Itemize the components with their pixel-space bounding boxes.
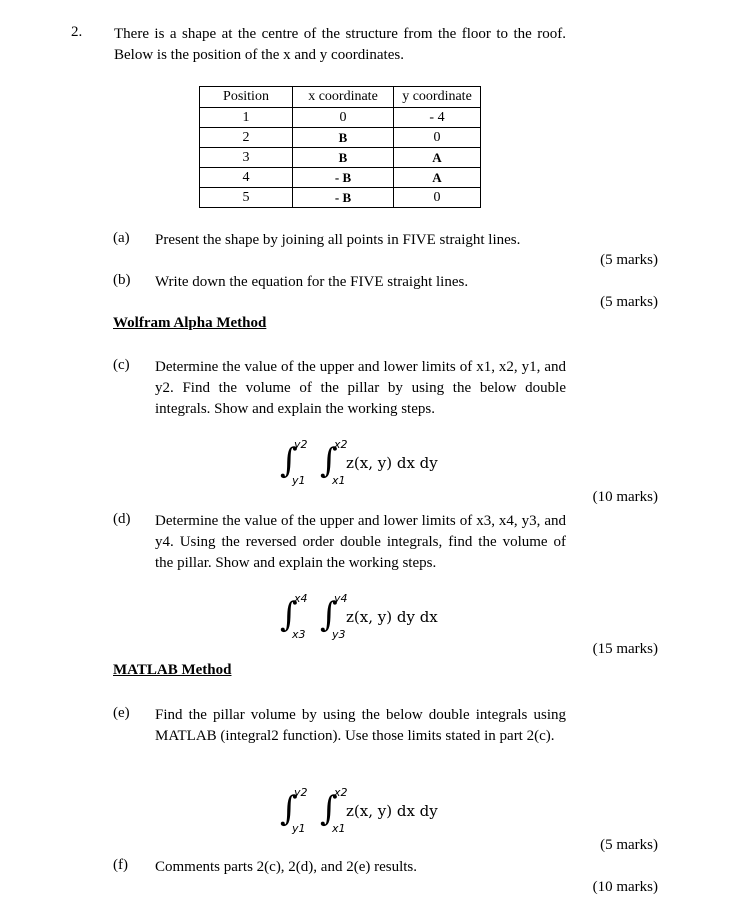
integral-e (280, 786, 460, 836)
integral-sign-icon: ∫ (320, 595, 338, 635)
outer-lower-limit: y1 (292, 822, 306, 835)
table-cell: 0 (394, 128, 481, 148)
part-a-marks: (5 marks) (600, 252, 658, 268)
part-e-marks: (5 marks) (600, 837, 658, 853)
part-e-text: Find the pillar volume by using the below double integrals using MATLAB (integral2 function). Use those limits stated in part 2(c). (155, 707, 566, 744)
outer-upper-limit: x4 (294, 592, 308, 605)
integral-d (280, 592, 460, 642)
table-cell: A (394, 148, 481, 168)
table-cell: A (394, 168, 481, 188)
wolfram-heading: Wolfram Alpha Method (113, 315, 267, 331)
part-c-text: Determine the value of the upper and lower limits of x1, x2, y1, and y2. Find the volume of the pillar by using the below double integrals. Show and explain the working steps. (155, 359, 566, 417)
part-d-text: Determine the value of the upper and lower limits of x3, x4, y3, and y4. Using the reversed order double integrals, find the volume of the pillar. Show and explain the working steps. (155, 513, 566, 571)
table-cell: 3 (200, 148, 293, 168)
integral-sign-icon: ∫ (320, 789, 338, 829)
part-a-text: Present the shape by joining all points in FIVE straight lines. (155, 232, 521, 248)
part-f-marks: (10 marks) (592, 879, 658, 895)
coordinates-table (199, 86, 481, 208)
integral-sign-icon: ∫ (280, 441, 298, 481)
integral-c (280, 438, 460, 488)
table-cell: 0 (293, 108, 394, 128)
outer-lower-limit: x3 (292, 628, 306, 641)
part-c-label: (c) (113, 357, 130, 373)
outer-lower-limit: y1 (292, 474, 306, 487)
part-c-marks: (10 marks) (592, 489, 658, 505)
table-cell: - 4 (394, 108, 481, 128)
part-b-label: (b) (113, 272, 131, 288)
table-cell: B (293, 148, 394, 168)
table-cell: B (293, 128, 394, 148)
table-row (200, 128, 481, 148)
integral-sign-icon: ∫ (320, 441, 338, 481)
table-row (200, 108, 481, 128)
part-d-marks: (15 marks) (592, 641, 658, 657)
outer-upper-limit: y2 (294, 786, 308, 799)
integrand: z(x, y) dy dx (346, 608, 438, 626)
part-f-text: Comments parts 2(c), 2(d), and 2(e) results. (155, 859, 418, 875)
part-e-label: (e) (113, 705, 130, 721)
header-position: Position (200, 87, 293, 108)
table-cell: - B (293, 188, 394, 208)
table-header-row (200, 87, 481, 108)
table-cell: 0 (394, 188, 481, 208)
table-cell: 2 (200, 128, 293, 148)
question-number: 2. (71, 24, 83, 40)
part-a-label: (a) (113, 230, 130, 246)
table-row (200, 188, 481, 208)
header-y-coordinate: y coordinate (394, 87, 481, 108)
part-b-marks: (5 marks) (600, 294, 658, 310)
integrand: z(x, y) dx dy (346, 802, 438, 820)
outer-upper-limit: y2 (294, 438, 308, 451)
inner-upper-limit: x2 (334, 438, 348, 451)
table-row (200, 168, 481, 188)
table-row (200, 148, 481, 168)
part-d-label: (d) (113, 511, 131, 527)
table-cell: - B (293, 168, 394, 188)
integral-sign-icon: ∫ (280, 789, 298, 829)
inner-upper-limit: x2 (334, 786, 348, 799)
integral-sign-icon: ∫ (280, 595, 298, 635)
question-intro: There is a shape at the centre of the structure from the floor to the roof. Below is the position of the x and y coordinates. (114, 26, 566, 63)
inner-upper-limit: y4 (334, 592, 348, 605)
inner-lower-limit: x1 (332, 822, 346, 835)
header-x-coordinate: x coordinate (293, 87, 394, 108)
part-b-text: Write down the equation for the FIVE straight lines. (155, 274, 469, 290)
part-f-label: (f) (113, 857, 128, 873)
integrand: z(x, y) dx dy (346, 454, 438, 472)
table-cell: 5 (200, 188, 293, 208)
table-cell: 4 (200, 168, 293, 188)
table-cell: 1 (200, 108, 293, 128)
matlab-heading: MATLAB Method (113, 662, 232, 678)
inner-lower-limit: y3 (332, 628, 346, 641)
inner-lower-limit: x1 (332, 474, 346, 487)
